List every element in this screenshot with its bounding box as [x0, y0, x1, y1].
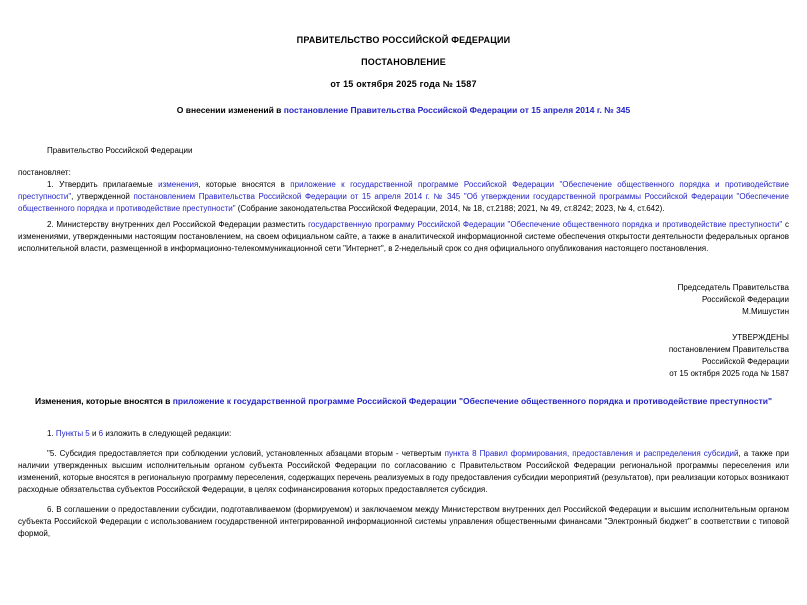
paragraph-2-text: 2. Министерству внутренних дел Российской Федерации разместить — [47, 220, 309, 229]
paragraph-2 — [18, 219, 789, 255]
paragraph-2-text: с изменениями, утвержденными настоящим постановлением, на своем официальном сайте, а также в аналитической информационной системе обеспечения открытости деятельности федеральных органов исполнительной власти, размещенной в информационно-телекоммуникационной сети "Интернет", в 2-недельный срок со дня официального опубликования настоящего постановления. — [18, 220, 789, 253]
punkt-8-pravil-link[interactable]: пункта 8 Правил формирования, предоставления и распределения субсидий — [444, 449, 739, 458]
title-postanovlenie-345-link[interactable]: постановление Правительства Российской Федерации от 15 апреля 2014 г. № 345 — [283, 105, 631, 115]
paragraph-1-text: , утвержденной — [71, 192, 134, 201]
gosprogramma-link[interactable]: государственную программу Российской Федерации "Обеспечение общественного порядка и противодействие преступности" — [308, 220, 783, 229]
paragraph-1-text: , которые вносятся в — [198, 180, 291, 189]
signature-block — [18, 282, 789, 318]
paragraph-6-text: 6. В соглашении о предоставлении субсидии, подготавливаемом (формируемом) и заключаемом между Министерством внутренних дел Российской Федерации и высшим исполнительным органом субъекта Российской Федерации с использованием государственной интегрированной информационной системы управления общественными финансами "Электронный бюджет" в соответствии с типовой формой, — [18, 505, 789, 538]
item-1-text: и — [89, 429, 99, 438]
approved-block — [18, 332, 789, 380]
approved-label: УТВЕРЖДЕНЫ — [732, 333, 789, 342]
document-page — [0, 34, 807, 540]
header-doc-type: ПОСТАНОВЛЕНИЕ — [361, 57, 446, 67]
paragraph-6 — [18, 504, 789, 540]
postanovlenie-345-link[interactable]: постановлением Правительства Российской Федерации от 15 апреля 2014 г. № 345 "Об утверждении государственной программы Российской Федерации "Обеспечение общественного порядка и противодействие преступности" — [18, 192, 789, 213]
doc-title-text: О внесении изменений в — [176, 105, 284, 115]
header-date-number: от 15 октября 2025 года № 1587 — [330, 79, 477, 89]
paragraph-1 — [18, 179, 789, 215]
signature-position: Председатель Правительства — [677, 283, 789, 292]
approved-by: Российской Федерации — [702, 357, 789, 366]
item-1-text: 1. — [47, 429, 56, 438]
signature-position: Российской Федерации — [702, 295, 789, 304]
preamble-government: Правительство Российской Федерации — [47, 146, 193, 155]
paragraph-1-citation: (Собрание законодательства Российской Федерации, 2014, № 18, ст.2188; 2021, № 49, ст.8242; 2023, № 4, ст.642). — [235, 204, 665, 213]
approved-by: постановлением Правительства — [668, 345, 789, 354]
paragraph-1-text: 1. Утвердить прилагаемые — [47, 180, 159, 189]
punkty-5-link[interactable]: Пункты 5 — [55, 429, 90, 438]
changes-heading — [18, 395, 789, 407]
approved-date-number: от 15 октября 2025 года № 1587 — [669, 369, 789, 378]
changes-heading-text: Изменения, которые вносятся в — [34, 396, 173, 406]
paragraph-5-text: , а также при наличии утвержденных высшим исполнительным органом субъекта Российской Федерации по согласованию с Правительством Российской Федерации региональной программы переселения или изменений, которые вносятся в региональную программу переселения, содержащих перечень реализуемых в году предоставления субсидии мероприятий (результатов), при реализации которых возникают расходные обязательства субъектов Российской Федерации, в целях софинансирования которых предоставляется субсидия. — [18, 449, 789, 494]
header-org: ПРАВИТЕЛЬСТВО РОССИЙСКОЙ ФЕДЕРАЦИИ — [296, 35, 511, 45]
preamble-enacts: постановляет: — [18, 168, 71, 177]
paragraph-5-text: "5. Субсидия предоставляется при соблюдении условий, установленных абзацами вторым - четвертым — [47, 449, 445, 458]
punkt-6-link[interactable]: 6 — [98, 429, 104, 438]
changes-heading-prilozhenie-link[interactable]: приложение к государственной программе Российской Федерации "Обеспечение общественного порядка и противодействие преступности" — [172, 396, 773, 406]
izmeneniya-link[interactable]: изменения — [158, 180, 199, 189]
item-1 — [18, 428, 789, 440]
paragraph-5 — [18, 448, 789, 496]
signature-name: М.Мишустин — [742, 307, 789, 316]
doc-title — [18, 104, 789, 116]
prilozhenie-gosprogramma-link[interactable]: приложение к государственной программе Российской Федерации "Обеспечение общественного порядка и противодействие преступности" — [18, 180, 789, 201]
item-1-text: изложить в следующей редакции: — [103, 429, 232, 438]
